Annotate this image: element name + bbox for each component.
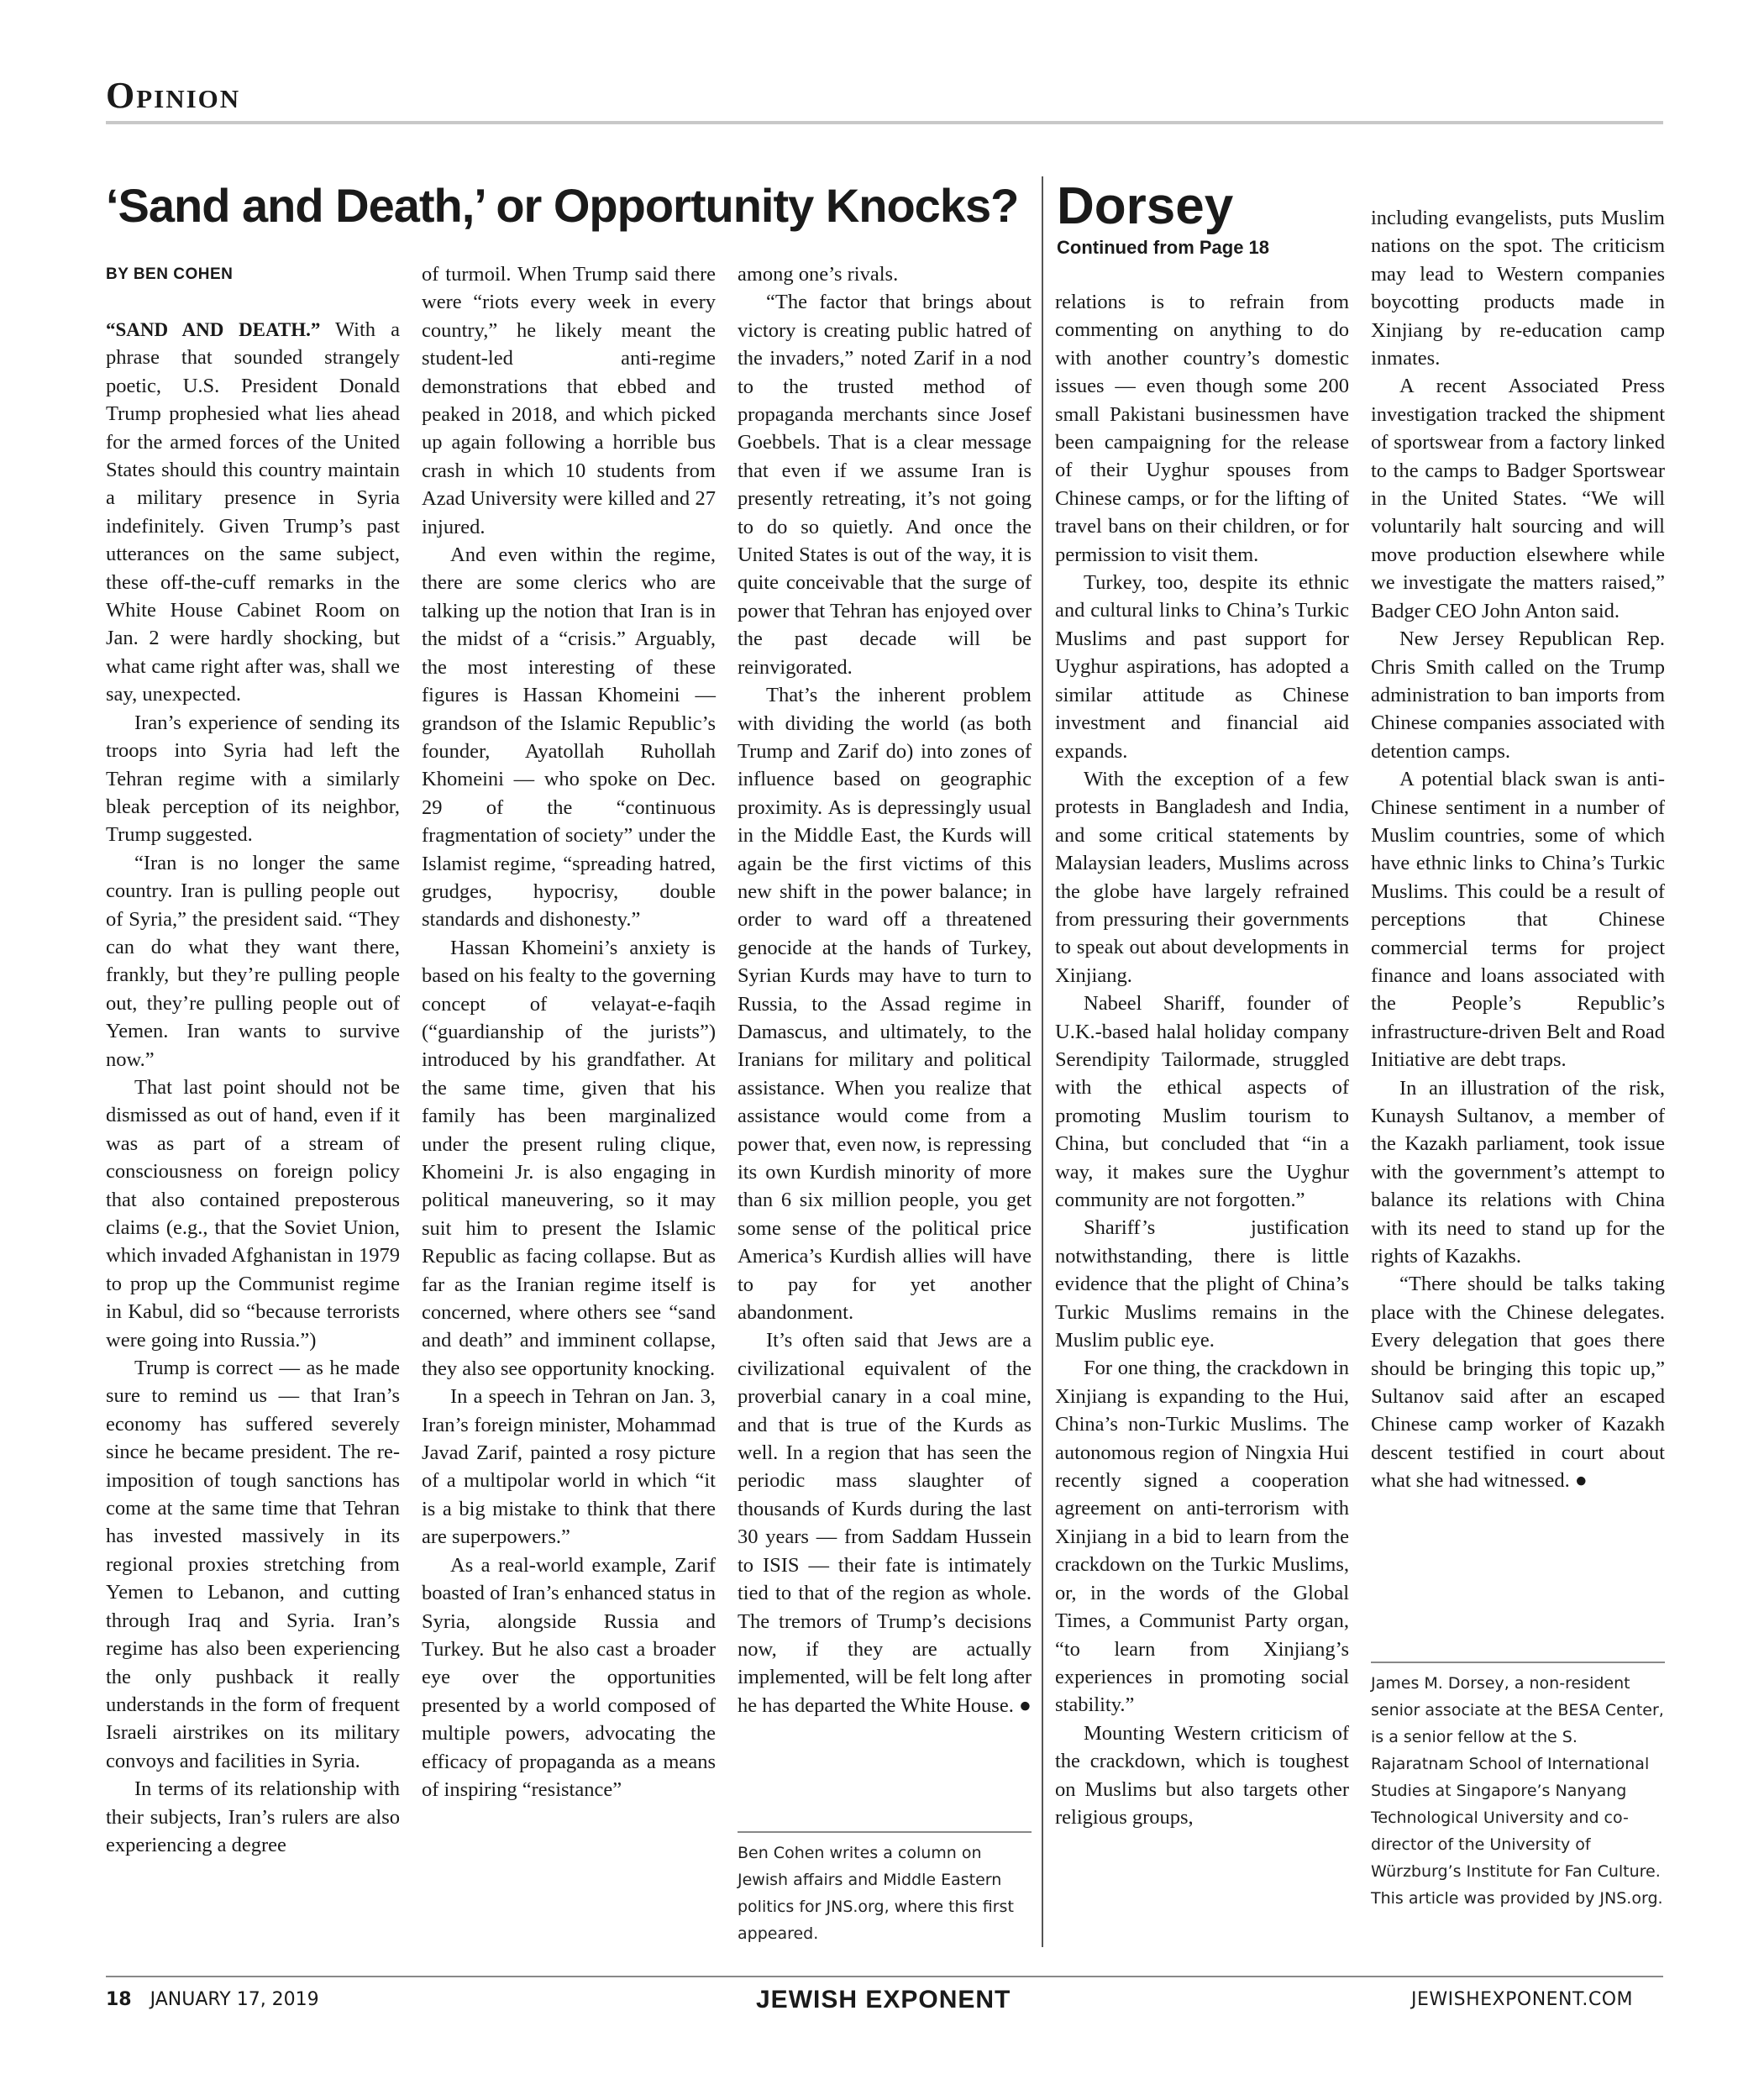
paragraph: Iran’s experience of sending its troops into Syria had left the Tehran regime with a similarly bleak perception of its neighbor, Trump suggested. — [106, 711, 400, 847]
paragraph-text: With a phrase that sounded strangely poetic, U.S. President Donald Trump prophesied what lies ahead for the armed forces of the United States should this country maintain a military presence in Syria indefinitely. Given Trump’s past utterances on the same subject, these off-the-cuff remarks in the White House Cabinet Room on Jan. 2 were hardly shocking, but what came right after was, shall we say, unexpected. — [106, 318, 400, 706]
end-mark: ● — [1018, 1693, 1032, 1717]
publication-name: JEWISH EXPONENT — [756, 1986, 1011, 2013]
paragraph: of turmoil. When Trump said there were “riots every week in every country,” he likely meant the student-led anti-regime demonstrations that ebbed and peaked in 2018, and which picked up again following a horrible bus crash in which 10 students from Azad University were killed and 27 injured. — [422, 263, 716, 538]
continued-line: Continued from Page 18 — [1057, 237, 1270, 258]
article2-column-1 — [1055, 288, 1349, 1831]
paragraph: In an illustration of the risk, Kunaysh Sultanov, a member of the Kazakh parliament, took issue with the government’s attempt to balance its relations with China with its need to stand up for the rights of Kazakhs. — [1371, 1076, 1665, 1268]
paragraph: including evangelists, puts Muslim nations on the spot. The criticism may lead to Western companies boycotting products made in Xinjiang by re-education camp inmates. — [1371, 207, 1665, 370]
paragraph: That last point should not be dismissed as out of hand, even if it was as part of a stream of consciousness on foreign policy that also contained preposterous claims (e.g., that the Soviet Union, which invaded Afghanistan in 1979 to prop up the Communist regime in Kabul, did so “because terrorists were going into Russia.”) — [106, 1075, 400, 1352]
paragraph: Trump is correct — as he made sure to remind us — that Iran’s economy has suffered severely since he became president. The re-imposition of tough sanctions has come at the same time that Tehran has invested massively in its regional proxies stretching from Yemen to Lebanon, and cutting through Iraq and Syria. Iran’s regime has also been experiencing the only pushback it really understands in the form of frequent Israeli airstrikes on its military convoys and facilities in Syria. — [106, 1357, 400, 1772]
lead-in: “SAND AND DEATH.” — [106, 319, 321, 340]
paragraph-text: It’s often said that Jews are a civilizational equivalent of the proverbial canary in a coal mine, and that is true of the Kurds as well. In a region that has seen the periodic mass slaughter of thousands of Kurds during the last 30 years — from Saddam Hussein to ISIS — their fate is intimately tied to that of the region as whole. The tremors of Trump’s decisions now, if they are actually implemented, will be felt long after he has departed the White House. — [738, 1329, 1032, 1717]
paragraph: As a real-world example, Zarif boasted of Iran’s enhanced status in Syria, alongside Russia and Turkey. But he also cast a broader eye over the opportunities presented by a world composed of multiple powers, advocating the efficacy of propaganda as a means of inspiring “resistance” — [422, 1553, 716, 1801]
paragraph — [1371, 1270, 1665, 1494]
paragraph: In terms of its relationship with their subjects, Iran’s rulers are also experiencing a degree — [106, 1777, 400, 1856]
paragraph: Shariff’s justification notwithstanding, there is little evidence that the plight of China’s Turkic Muslims remains in the Muslim public eye. — [1055, 1216, 1349, 1352]
issue-date: JANUARY 17, 2019 — [150, 1989, 319, 2010]
website: JEWISHEXPONENT.COM — [1411, 1989, 1633, 2010]
article1-column-3 — [738, 260, 1032, 1719]
paragraph-text: “There should be talks taking place with the Chinese delegates. Every delegation that goes there should be bringing this topic up,” Sultanov said after an escaped Chinese camp worker of Kazakh descent testified in court about what she had witnessed. — [1371, 1273, 1665, 1493]
paragraph: A recent Associated Press investigation tracked the shipment of sportswear from a factory linked to the camps to Badger Sportswear in the United States. “We will voluntarily halt sourcing and will move production elsewhere while we investigate the matters raised,” Badger CEO John Anton said. — [1371, 375, 1665, 622]
paragraph: among one’s rivals. — [738, 263, 899, 286]
column-divider — [1042, 176, 1043, 1947]
paragraph: With the exception of a few protests in Bangladesh and India, and some critical statements by Malaysian leaders, Muslims across the globe have largely refrained from pressuring their governments to speak out about developments in Xinjiang. — [1055, 767, 1349, 987]
section-heading: Opinion — [106, 75, 241, 116]
paragraph — [106, 316, 400, 709]
paragraph: Hassan Khomeini’s anxiety is based on his fealty to the governing concept of velayat-e-faqih (“guardianship of the jurists”) introduced by his grandfather. At the same time, given that his family has been marginalized under the present ruling clique, Khomeini Jr. is also engaging in political maneuvering, so it may suit him to present the Islamic Republic as facing collapse. But as far as the Iranian regime itself is concerned, where others see “sand and death” and imminent collapse, they also see opportunity knocking. — [422, 936, 716, 1380]
author-bio-cohen: Ben Cohen writes a column on Jewish affairs and Middle Eastern politics for JNS.org, where this first appeared. — [738, 1844, 1014, 1943]
headline: ‘Sand and Death,’ or Opportunity Knocks? — [106, 179, 1019, 232]
article1-column-2 — [422, 260, 716, 1803]
footer-page-date — [106, 1989, 319, 2010]
dorsey-title: Dorsey — [1057, 177, 1234, 235]
article2-column-2 — [1371, 204, 1665, 1495]
paragraph: Turkey, too, despite its ethnic and cultural links to China’s Turkic Muslims and past support for Uyghur aspirations, has adopted a similar attitude as Chinese investment and financial aid expands. — [1055, 571, 1349, 763]
section-rule — [106, 121, 1663, 124]
paragraph: And even within the regime, there are some clerics who are talking up the notion that Iran is in the midst of a “crisis.” Arguably, the most interesting of these figures is Hassan Khomeini — grandson of the Islamic Republic’s founder, Ayatollah Ruhollah Khomeini — who spoke on Dec. 29 of the “continuous fragmentation of society” under the Islamist regime, “spreading hatred, grudges, hypocrisy, double standards and dishonesty.” — [422, 543, 716, 932]
paragraph: “Iran is no longer the same country. Iran is pulling people out of Syria,” the president said. “They can do what they want there, frankly, but they’re pulling people out, they’re pulling people out of Yemen. Iran wants to survive now.” — [106, 851, 400, 1071]
paragraph: relations is to refrain from commenting on anything to do with another country’s domestic issues — even though some 200 small Pakistani businessmen have been campaigning for the release of their Uyghur spouses from Chinese camps, or for the lifting of travel bans on their children, or for permission to visit them. — [1055, 291, 1349, 566]
paragraph: New Jersey Republican Rep. Chris Smith called on the Trump administration to ban imports from Chinese companies associated with detention camps. — [1371, 627, 1665, 763]
paragraph — [738, 1326, 1032, 1719]
paragraph: For one thing, the crackdown in Xinjiang is expanding to the Hui, China’s non-Turkic Muslims. The autonomous region of Ningxia Hui recently signed a cooperation agreement on anti-terrorism with Xinjiang in a bid to learn from the crackdown on the Turkic Muslims, or, in the words of the Global Times, a Communist Party organ, “to learn from Xinjiang’s experiences in promoting social stability.” — [1055, 1357, 1349, 1717]
byline: BY BEN COHEN — [106, 265, 234, 283]
footer-rule — [106, 1976, 1663, 1977]
page-number: 18 — [106, 1989, 132, 2010]
paragraph: A potential black swan is anti-Chinese sentiment in a number of Muslim countries, some of which have ethnic links to China’s Turkic Muslims. This could be a result of perceptions that Chinese commercial terms for project finance and loans associated with the People’s Republic’s infrastructure-driven Belt and Road Initiative are debt traps. — [1371, 768, 1665, 1072]
author-bio-dorsey: James M. Dorsey, a non-resident senior associate at the BESA Center, is a senior fellow at the S. Rajaratnam School of International Studies at Singapore’s Nanyang Technological University and co-director of the University of Würzburg’s Institute for Fan Culture. This article was provided by JNS.org. — [1371, 1674, 1664, 1908]
paragraph: That’s the inherent problem with dividing the world (as both Trump and Zarif do) into zones of influence based on geographic proximity. As is depressingly usual in the Middle East, the Kurds will again be the first victims of this new shift in the power balance; in order to ward off a threatened genocide at the hands of Turkey, Syrian Kurds may have to turn to Russia, to the Assad regime in Damascus, and ultimately, to the Iranians for military and political assistance. When you realize that assistance would come from a power that, even now, is repressing its own Kurdish minority of more than 6 six million people, you get some sense of the political price America’s Kurdish allies will have to pay for yet another abandonment. — [738, 684, 1032, 1325]
paragraph: In a speech in Tehran on Jan. 3, Iran’s foreign minister, Mohammad Javad Zarif, painted a rosy picture of a multipolar world in which “it is a big mistake to think that there are superpowers.” — [422, 1385, 716, 1549]
end-mark: ● — [1574, 1469, 1588, 1493]
bio-rule — [738, 1831, 1032, 1833]
paragraph: Nabeel Shariff, founder of U.K.-based halal holiday company Serendipity Tailormade, struggled with the ethical aspects of promoting Muslim tourism to China, but concluded that “in a way, it makes sure the Uyghur community are not forgotten.” — [1055, 992, 1349, 1211]
article1-column-1 — [106, 316, 400, 1859]
bio-rule — [1371, 1662, 1665, 1663]
paragraph: Mounting Western criticism of the crackdown, which is toughest on Muslims but also targets other religious groups, — [1055, 1721, 1349, 1829]
paragraph: “The factor that brings about victory is creating public hatred of the invaders,” noted Zarif in a nod to the trusted method of propaganda merchants since Josef Goebbels. That is a clear message that even if we assume Iran is presently retreating, it’s not going to do so quietly. And once the United States is out of the way, it is quite conceivable that the surge of power that Tehran has enjoyed over the past decade will be reinvigorated. — [738, 291, 1032, 679]
